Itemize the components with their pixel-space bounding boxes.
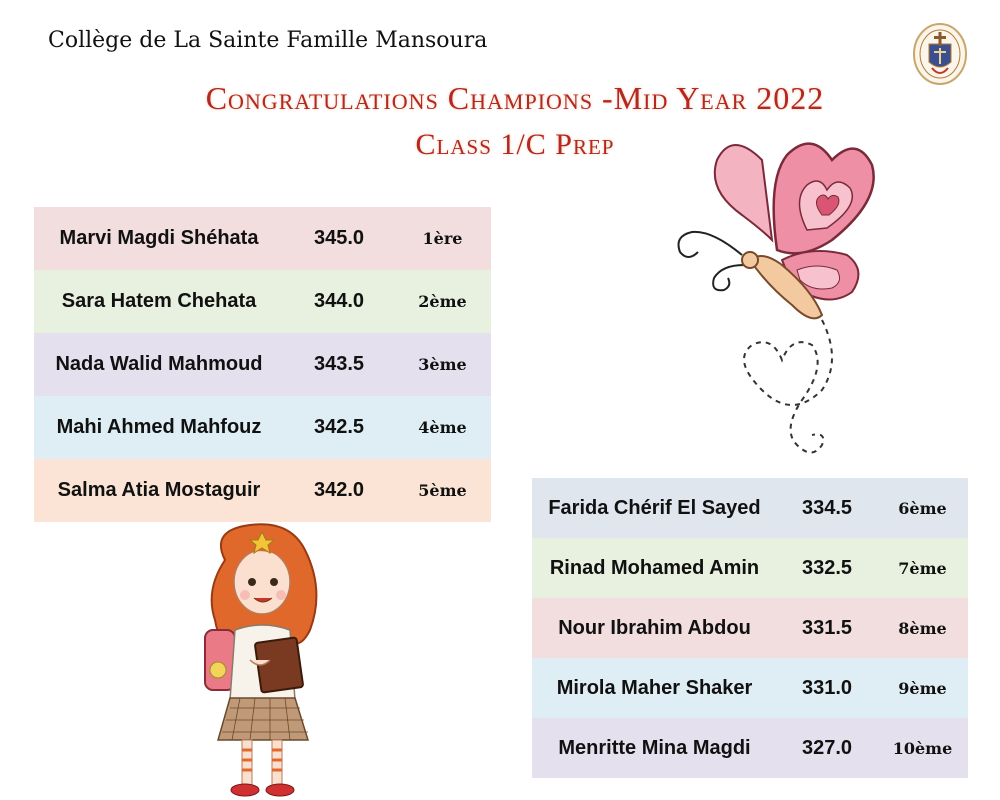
champion-place: 4ème	[418, 418, 467, 437]
school-name: Collège de La Sainte Famille Mansoura	[48, 28, 488, 53]
congratulations-title: Congratulations Champions -Mid Year 2022	[205, 80, 825, 116]
champion-score: 332.5	[801, 556, 853, 579]
champion-place: 3ème	[418, 355, 467, 374]
champion-name: Nada Walid Mahmoud	[55, 353, 263, 375]
champion-name: Rinad Mohamed Amin	[549, 556, 760, 579]
school-crest-logo	[912, 22, 968, 86]
champion-row	[34, 270, 491, 333]
champion-place: 7ème	[898, 558, 947, 578]
champion-row	[34, 333, 491, 396]
champion-score: 342.0	[313, 479, 365, 501]
champion-row	[532, 598, 968, 658]
champion-name: Nour Ibrahim Abdou	[558, 616, 751, 639]
champion-score: 345.0	[313, 227, 365, 249]
champion-score: 331.0	[801, 676, 853, 699]
champion-name: Salma Atia Mostaguir	[57, 479, 261, 501]
champion-place: 5ème	[418, 481, 467, 500]
champion-name: Farida Chérif El Sayed	[548, 496, 761, 519]
champion-place: 1ère	[422, 229, 463, 248]
champion-place: 2ème	[418, 292, 467, 311]
champion-name: Marvi Magdi Shéhata	[59, 227, 259, 249]
champion-score: 327.0	[801, 736, 853, 759]
champion-score: 342.5	[313, 416, 365, 438]
class-title: Class 1/C Prep	[415, 128, 615, 161]
champion-row	[34, 459, 491, 522]
champion-place: 10ème	[892, 738, 953, 758]
champion-place: 9ème	[898, 678, 947, 698]
champion-name: Mirola Maher Shaker	[556, 676, 753, 699]
champion-row	[532, 718, 968, 778]
champion-score: 344.0	[313, 290, 365, 312]
champion-row	[532, 538, 968, 598]
champion-place: 8ème	[898, 618, 947, 638]
champions-table-top	[34, 207, 491, 522]
champion-name: Mahi Ahmed Mahfouz	[56, 416, 262, 438]
champion-score: 331.5	[801, 616, 853, 639]
champion-row	[34, 396, 491, 459]
champion-name: Menritte Mina Magdi	[558, 736, 751, 759]
champion-row	[532, 658, 968, 718]
champion-row	[34, 207, 491, 270]
champion-row	[532, 478, 968, 538]
girl-with-book-illustration	[190, 520, 340, 800]
champion-score: 343.5	[313, 353, 365, 375]
butterfly-heart-illustration	[672, 120, 892, 470]
champion-place: 6ème	[898, 498, 947, 518]
champion-name: Sara Hatem Chehata	[61, 290, 257, 312]
champions-table-bottom	[532, 478, 968, 778]
champion-score: 334.5	[801, 496, 853, 519]
